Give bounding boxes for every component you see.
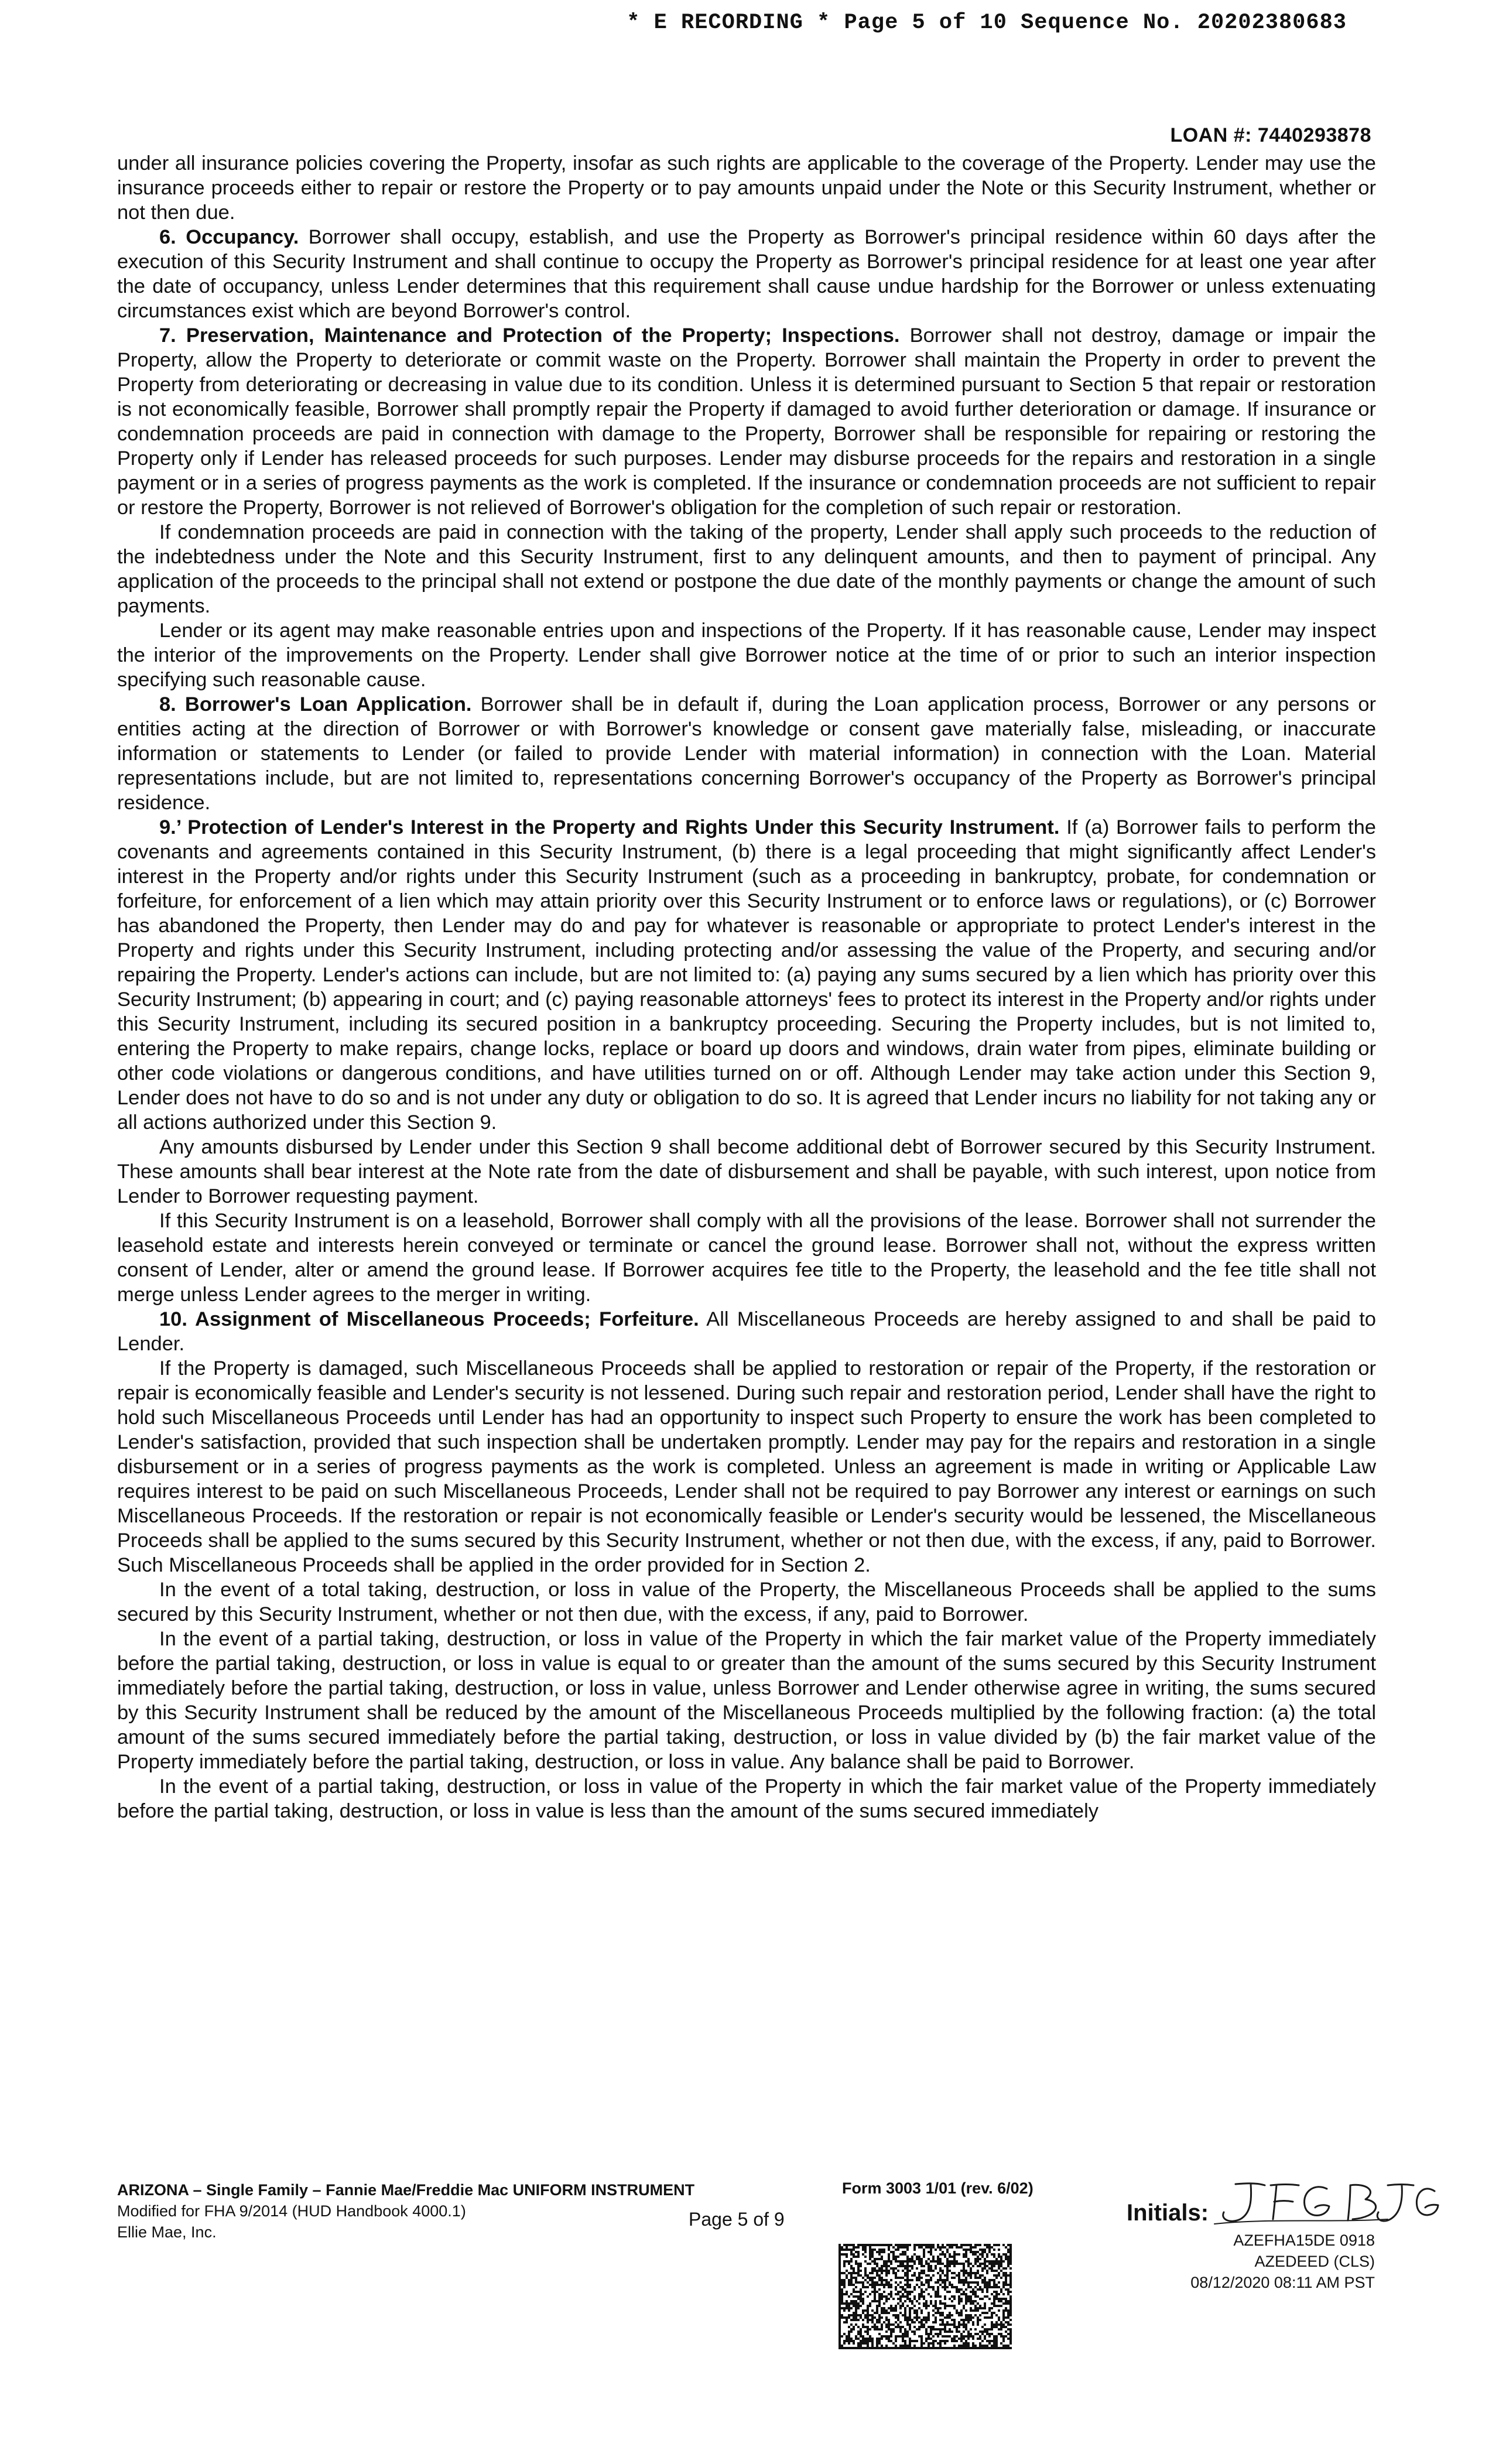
section-8-text: Borrower shall be in default if, during the Loan application process, Borrower or any persons or entities acting at the direction of Borrower or with Borrower's knowledge or consent gave materially false, misleading, or inaccurate information or statements to Lender (or failed to provide Lender with material information) in connection with the Loan. Material representations include, but are not limited to, representations concerning Borrower's occupancy of the Property as Borrower's principal residence. (117, 693, 1376, 814)
deed-code: AZEDEED (CLS) (1254, 2253, 1375, 2270)
document-code: AZEFHA15DE 0918 (1233, 2232, 1375, 2249)
footer-left (117, 2179, 694, 2243)
loan-number: LOAN #: 7440293878 (1170, 124, 1371, 146)
section-7-title: 7. Preservation, Maintenance and Protection of the Property; Inspections. (159, 324, 900, 347)
datamatrix-barcode (839, 2244, 1012, 2349)
section-7-paragraph-2: If condemnation proceeds are paid in connection with the taking of the property, Lender shall apply such proceeds to the reduction of the indebtedness under the Note and this Security Instrument, first to any delinquent amounts, and then to payment of principal. Any application of the proceeds to the principal shall not extend or postpone the due date of the monthly payments or change the amount of such payments. (117, 521, 1376, 617)
footer-codes (1190, 2230, 1375, 2293)
initials-block (1127, 2177, 1440, 2226)
section-6-title: 6. Occupancy. (159, 226, 299, 248)
section-7-paragraph-3: Lender or its agent may make reasonable entries upon and inspections of the Property. If it has reasonable cause, Lender may inspect the interior of the improvements on the Property. Lender shall give Borrower notice at the time of or prior to such an interior inspection specifying such reasonable cause. (117, 620, 1376, 691)
timestamp: 08/12/2020 08:11 AM PST (1190, 2274, 1375, 2291)
section-9-paragraph-3: If this Security Instrument is on a leasehold, Borrower shall comply with all the provisions of the lease. Borrower shall not surrender the leasehold estate and interests herein conveyed or terminate or cancel the ground lease. Borrower shall not, without the express written consent of Lender, alter or amend the ground lease. If Borrower acquires fee title to the Property, the leasehold and the fee title shall not merge unless Lender agrees to the merger in writing. (117, 1210, 1376, 1306)
section-7-text: Borrower shall not destroy, damage or impair the Property, allow the Property to deteriorate or commit waste on the Property. Borrower shall maintain the Property in order to prevent the Property from deteriorating or decreasing in value due to its condition. Unless it is determined pursuant to Section 5 that repair or restoration is not economically feasible, Borrower shall promptly repair the Property if damaged to avoid further deterioration or damage. If insurance or condemnation proceeds are paid in connection with damage to the Property, Borrower shall be responsible for repairing or restoring the Property only if Lender has released proceeds for such purposes. Lender may disburse proceeds for the repairs and restoration in a single payment or in a series of progress payments as the work is completed. If the insurance or condemnation proceeds are not sufficient to repair or restore the Property, Borrower is not relieved of Borrower's obligation for the completion of such repair or restoration. (117, 324, 1376, 519)
section-8-title: 8. Borrower's Loan Application. (159, 693, 472, 716)
form-number: Form 3003 1/01 (rev. 6/02) (842, 2179, 1033, 2197)
document-body (117, 151, 1376, 2054)
section-10-paragraph-2: If the Property is damaged, such Miscellaneous Proceeds shall be applied to restoration or repair of the Property, if the restoration or repair is economically feasible and Lender's security is not lessened. During such repair and restoration period, Lender shall have the right to hold such Miscellaneous Proceeds until Lender has had an opportunity to inspect such Property to ensure the work has been completed to Lender's satisfaction, provided that such inspection shall be undertaken promptly. Lender may pay for the repairs and restoration in a single disbursement or in a series of progress payments as the work is completed. Unless an agreement is made in writing or Applicable Law requires interest to be paid on such Miscellaneous Proceeds, Lender shall not be required to pay Borrower any interest or earnings on such Miscellaneous Proceeds. If the restoration or repair is not economically feasible or Lender's security would be lessened, the Miscellaneous Proceeds shall be applied to the sums secured by this Security Instrument, whether or not then due, with the excess, if any, paid to Borrower. Such Miscellaneous Proceeds shall be applied in the order provided for in Section 2. (117, 1357, 1376, 1576)
section-9-text: If (a) Borrower fails to perform the covenants and agreements contained in this Security Instrument, (b) there is a legal proceeding that might significantly affect Lender's interest in the Property and/or rights under this Security Instrument (such as a proceeding in bankruptcy, probate, for condemnation or forfeiture, for enforcement of a lien which may attain priority over this Security Instrument or to enforce laws or regulations), or (c) Borrower has abandoned the Property, then Lender may do and pay for whatever is reasonable or appropriate to protect Lender's interest in the Property and rights under this Security Instrument, including protecting and/or assessing the value of the Property, and securing and/or repairing the Property. Lender's actions can include, but are not limited to: (a) paying any sums secured by a lien which has priority over this Security Instrument; (b) appearing in court; and (c) paying reasonable attorneys' fees to protect its interest in the Property and/or rights under this Security Instrument, including its secured position in a bankruptcy proceeding. Securing the Property includes, but is not limited to, entering the Property to make repairs, change locks, replace or board up doors and windows, drain water from pipes, eliminate building or other code violations or dangerous conditions, and have utilities turned on or off. Although Lender may take action under this Section 9, Lender does not have to do so and is not under any duty or obligation to do so. It is agreed that Lender incurs no liability for not taking any or all actions authorized under this Section 9. (117, 816, 1376, 1134)
section-10-assignment (117, 1307, 1376, 1356)
footer-company: Ellie Mae, Inc. (117, 2223, 217, 2241)
section-9-paragraph-2: Any amounts disbursed by Lender under this Section 9 shall become additional debt of Borrower secured by this Security Instrument. These amounts shall bear interest at the Note rate from the date of disbursement and shall be payable, with such interest, upon notice from Lender to Borrower requesting payment. (117, 1136, 1376, 1207)
section-10-paragraph-4: In the event of a partial taking, destruction, or loss in value of the Property in which the fair market value of the Property immediately before the partial taking, destruction, or loss in value is equal to or greater than the amount of the sums secured by this Security Instrument immediately before the partial taking, destruction, or loss in value, unless Borrower and Lender otherwise agree in writing, the sums secured by this Security Instrument shall be reduced by the amount of the Miscellaneous Proceeds multiplied by the following fraction: (a) the total amount of the sums secured immediately before the partial taking, destruction, or loss in value divided by (b) the fair market value of the Property immediately before the partial taking, destruction, or loss in value. Any balance shall be paid to Borrower. (117, 1628, 1376, 1773)
section-6-text: Borrower shall occupy, establish, and use the Property as Borrower's principal residence within 60 days after the execution of this Security Instrument and shall continue to occupy the Property as Borrower's principal residence for at least one year after the date of occupancy, unless Lender determines that this requirement shall cause undue hardship for the Borrower or unless extenuating circumstances exist which are beyond Borrower's control. (117, 226, 1376, 322)
initials-label: Initials: (1127, 2200, 1209, 2226)
paragraph-insurance-continued: under all insurance policies covering the Property, insofar as such rights are applicable to the coverage of the Property. Lender may use the insurance proceeds either to repair or restore the Property or to pay amounts unpaid under the Note or this Security Instrument, whether or not then due. (117, 152, 1376, 224)
initials-signature-text: JFG BJG (1212, 2177, 1215, 2178)
footer-modified-line: Modified for FHA 9/2014 (HUD Handbook 4000.1) (117, 2202, 466, 2220)
footer-instrument-line: ARIZONA – Single Family – Fannie Mae/Freddie Mac UNIFORM INSTRUMENT (117, 2181, 695, 2199)
recording-header: * E RECORDING * Page 5 of 10 Sequence No. 20202380683 (627, 11, 1347, 35)
section-10-title: 10. Assignment of Miscellaneous Proceeds; Forfeiture. (159, 1308, 699, 1330)
section-9-protection (117, 815, 1376, 1135)
section-6-occupancy (117, 225, 1376, 323)
section-7-preservation (117, 323, 1376, 520)
initials-signature (1212, 2177, 1440, 2226)
section-10-paragraph-5: In the event of a partial taking, destruction, or loss in value of the Property in which the fair market value of the Property immediately before the partial taking, destruction, or loss in value is less than the amount of the sums secured immediately (117, 1775, 1376, 1822)
section-8-loan-application (117, 692, 1376, 815)
page-number: Page 5 of 9 (689, 2209, 785, 2230)
section-9-title: 9.’ Protection of Lender's Interest in the Property and Rights Under this Security Instrument. (159, 816, 1060, 839)
section-10-text: All Miscellaneous Proceeds are hereby assigned to and shall be paid to Lender. (117, 1308, 1376, 1355)
section-10-paragraph-3: In the event of a total taking, destruction, or loss in value of the Property, the Miscellaneous Proceeds shall be applied to the sums secured by this Security Instrument, whether or not then due, with the excess, if any, paid to Borrower. (117, 1579, 1376, 1625)
